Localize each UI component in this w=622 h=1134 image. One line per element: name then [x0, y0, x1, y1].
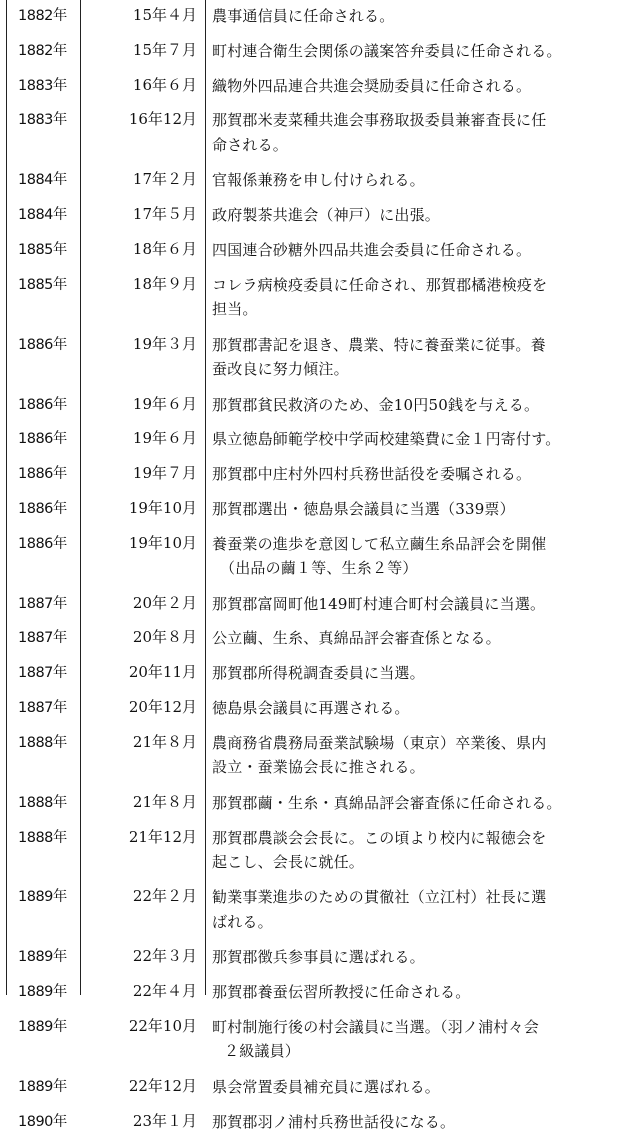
event-line: 県会常置委員補充員に選ばれる。 [212, 1077, 441, 1096]
year-cell: 1887年 [18, 665, 67, 682]
event-cell [212, 1110, 616, 1134]
era-date-cell: 16年６月 [132, 75, 197, 94]
event-line: 蚕改良に努力傾注。 [212, 360, 349, 379]
event-cell [212, 427, 616, 452]
year-cell: 1889年 [18, 949, 67, 966]
event-line: 担当。 [212, 300, 258, 319]
event-line: 那賀郡農談会会長に。この頃より校内に報徳会を [212, 828, 547, 847]
event-line: 命される。 [212, 135, 289, 154]
event-line: 設立・蚕業協会長に推される。 [212, 758, 425, 777]
event-cell [212, 168, 616, 193]
era-date-cell: 19年10月 [128, 498, 197, 517]
event-cell [212, 945, 616, 970]
year-cell: 1882年 [18, 42, 67, 59]
event-line: 官報係兼務を申し付けられる。 [212, 171, 425, 190]
event-line: 那賀郡羽ノ浦村兵務世話役になる。 [212, 1112, 456, 1131]
year-cell: 1887年 [18, 595, 67, 612]
event-line: 農商務省農務局蚕業試験場（東京）卒業後、県内 [212, 733, 547, 752]
era-date-cell: 22年10月 [128, 1016, 197, 1035]
year-cell: 1882年 [18, 8, 67, 24]
event-cell [212, 462, 616, 487]
era-date-cell: 22年12月 [128, 1076, 197, 1095]
event-cell [212, 980, 616, 1005]
era-date-cell: 15年７月 [132, 40, 197, 59]
year-cell: 1886年 [18, 500, 67, 517]
event-line: コレラ病検疫委員に任命され、那賀郡橘港検疫を [212, 275, 548, 294]
event-cell [212, 791, 616, 816]
year-cell: 1889年 [18, 1018, 67, 1035]
year-cell: 1886年 [18, 535, 67, 552]
event-line: 徳島県会議員に再選される。 [212, 699, 410, 717]
era-date-cell: 16年12月 [128, 110, 197, 129]
event-cell [212, 203, 616, 228]
event-line: 県立徳島師範学校中学両校建築費に金１円寄付す。 [212, 430, 561, 449]
event-cell [212, 4, 616, 29]
event-line: 那賀郡富岡町他149町村連合町村会議員に当選。 [212, 594, 546, 613]
event-cell [212, 885, 616, 934]
event-line: 養蚕業の進歩を意図して私立繭生糸品評会を開催 [212, 534, 547, 553]
event-line: 農事通信員に任命される。 [212, 7, 395, 25]
era-date-cell: 19年10月 [128, 533, 197, 552]
era-date-cell: 17年５月 [132, 205, 197, 224]
era-date-cell: 19年６月 [132, 394, 197, 413]
era-date-cell: 19年７月 [132, 464, 197, 483]
left-border [6, 0, 7, 995]
event-line: 那賀郡米麦菜種共進会事務取扱委員兼審査長に任 [212, 111, 547, 130]
event-line: ２級議員） [224, 1042, 301, 1061]
event-line: 那賀郡中庄村外四村兵務世話役を委嘱される。 [212, 465, 532, 484]
year-cell: 1886年 [18, 396, 67, 413]
event-line: 那賀郡養蚕伝習所教授に任命される。 [212, 983, 471, 1002]
event-line: 勧業事業進歩のための貫徹社（立江村）社長に選 [212, 888, 547, 907]
event-line: 那賀郡書記を退き、農業、特に養蚕業に従事。養 [212, 335, 546, 354]
year-cell: 1888年 [18, 829, 67, 846]
event-cell [212, 1075, 616, 1100]
year-cell: 1885年 [18, 241, 67, 258]
era-date-cell: 22年４月 [132, 982, 197, 1001]
event-cell [212, 238, 616, 263]
year-cell: 1887年 [18, 630, 67, 647]
event-cell [212, 39, 616, 64]
event-cell [212, 626, 616, 651]
event-line: 四国連合砂糖外四品共進会委員に任命される。 [212, 240, 532, 259]
event-line: 那賀郡貧民救済のため、金10円50銭を与える。 [212, 395, 540, 414]
event-cell [212, 592, 616, 617]
year-cell: 1883年 [18, 112, 67, 129]
year-cell: 1889年 [18, 889, 67, 906]
event-line: 那賀郡所得税調査委員に当選。 [212, 664, 425, 683]
event-line: 起こし、会長に就任。 [212, 853, 365, 871]
event-cell [212, 661, 616, 686]
event-line: 那賀郡選出・徳島県会議員に当選（339票） [212, 499, 515, 518]
event-line: 那賀郡徴兵参事員に選ばれる。 [212, 948, 425, 967]
year-cell: 1888年 [18, 794, 67, 811]
year-cell: 1886年 [18, 431, 67, 448]
year-cell: 1888年 [18, 734, 67, 751]
event-line: 政府製茶共進会（神戸）に出張。 [212, 206, 441, 225]
era-date-cell: 17年２月 [132, 170, 197, 189]
era-date-cell: 18年６月 [132, 239, 197, 258]
era-date-cell: 15年４月 [132, 6, 197, 24]
era-date-cell: 20年12月 [128, 698, 197, 716]
year-cell: 1890年 [18, 1113, 67, 1130]
year-cell: 1889年 [18, 1078, 67, 1095]
event-cell [212, 696, 616, 721]
event-cell [212, 731, 616, 780]
year-cell: 1884年 [18, 172, 67, 189]
era-date-cell: 21年８月 [132, 732, 197, 751]
year-cell: 1885年 [18, 276, 67, 293]
era-date-cell: 19年３月 [132, 334, 197, 353]
era-date-cell: 21年８月 [132, 792, 197, 811]
era-date-cell: 23年１月 [132, 1111, 197, 1130]
event-line: 織物外四品連合共進会奨励委員に任命される。 [212, 76, 532, 95]
year-cell: 1886年 [18, 336, 67, 353]
event-line: （出品の繭１等、生糸２等） [220, 559, 418, 578]
era-date-cell: 19年６月 [132, 429, 197, 448]
event-cell [212, 333, 616, 382]
era-date-cell: 22年３月 [132, 947, 197, 966]
era-date-cell: 20年11月 [128, 663, 197, 682]
year-cell: 1889年 [18, 984, 67, 1001]
event-cell [212, 1015, 616, 1064]
year-column-divider [80, 0, 81, 995]
event-cell [212, 74, 616, 99]
event-cell [212, 497, 616, 522]
era-date-cell: 20年２月 [132, 593, 197, 612]
event-cell [212, 532, 616, 581]
event-cell [212, 273, 616, 322]
event-line: 町村制施行後の村会議員に当選。（羽ノ浦村々会 [212, 1017, 539, 1036]
era-date-cell: 18年９月 [132, 274, 197, 293]
era-date-cell: 22年２月 [132, 887, 197, 906]
year-cell: 1883年 [18, 77, 67, 94]
event-cell [212, 108, 616, 157]
event-cell [212, 826, 616, 875]
year-cell: 1887年 [18, 700, 67, 716]
era-date-cell: 20年８月 [132, 628, 197, 647]
event-line: 公立繭、生糸、真綿品評会審査係となる。 [212, 629, 501, 648]
year-cell: 1886年 [18, 466, 67, 483]
event-line: 町村連合衛生会関係の議案答弁委員に任命される。 [212, 41, 562, 60]
event-line: 那賀郡繭・生糸・真綿品評会審査係に任命される。 [212, 793, 562, 812]
event-cell [212, 393, 616, 418]
event-line: ばれる。 [212, 912, 273, 931]
year-cell: 1884年 [18, 207, 67, 224]
era-column-divider [205, 0, 206, 995]
era-date-cell: 21年12月 [128, 827, 197, 846]
